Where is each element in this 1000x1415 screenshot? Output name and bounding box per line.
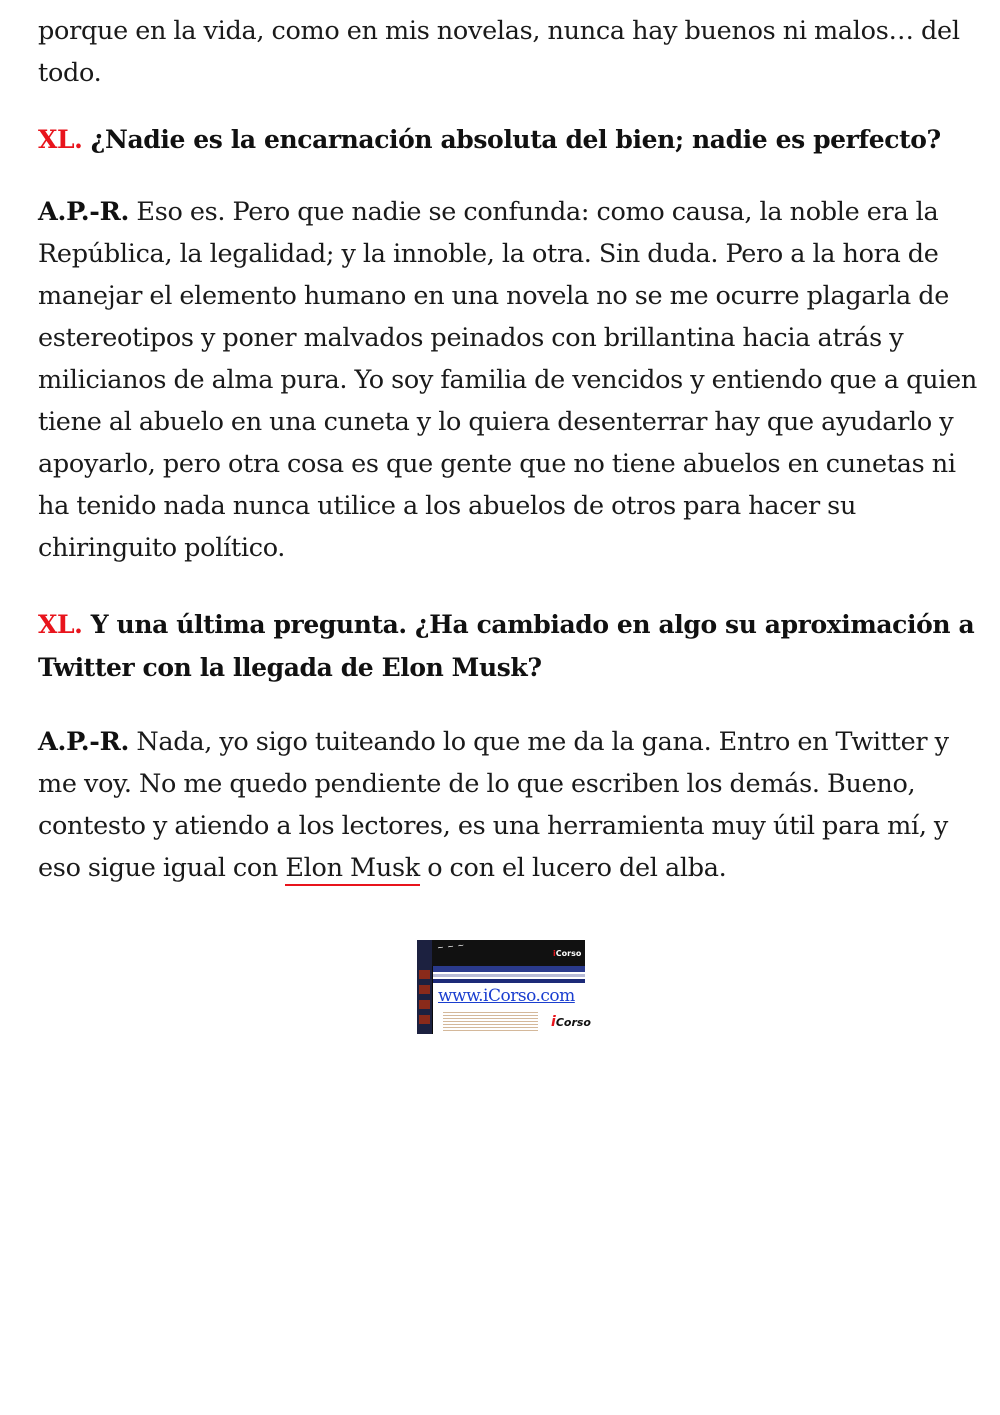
- banner-nav-bar: [433, 979, 585, 983]
- question-1: [38, 118, 988, 161]
- answer-2-text: Nada, yo sigo tuiteando lo que me da la gana. Entro en Twitter y me voy. No me quedo pendiente de lo que escriben los demás. Bueno, contesto y atiendo a los lectores, es una herramienta muy útil para mí, y eso sigue igual con: [38, 727, 949, 883]
- sidebar-thumbnail: [419, 985, 430, 994]
- question-1-text: ¿Nadie es la encarnación absoluta del bien; nadie es perfecto?: [90, 125, 941, 154]
- banner-text-lines: [443, 1012, 538, 1032]
- answer-2: [38, 721, 988, 889]
- sidebar-thumbnail: [419, 1015, 430, 1024]
- banner-url: www.iCorso.com: [438, 986, 575, 1006]
- question-2: [38, 603, 988, 689]
- interviewer-tag: XL.: [38, 610, 83, 639]
- answer-2-tail: o con el lucero del alba.: [419, 853, 727, 883]
- banner-header: [417, 940, 585, 966]
- banner-logo: iCorso: [551, 1014, 591, 1030]
- sidebar-thumbnail: [419, 970, 430, 979]
- intro-paragraph: porque en la vida, como en mis novelas, nunca hay buenos ni malos… del todo.: [38, 16, 960, 88]
- sidebar-thumbnail: [419, 1000, 430, 1009]
- icorso-banner-image[interactable]: [417, 940, 591, 1034]
- banner-small-logo: iCorso: [553, 949, 582, 958]
- question-2-text: Y una última pregunta. ¿Ha cambiado en algo su aproximación a Twitter con la llegada de Elon Musk?: [38, 610, 975, 682]
- answer-1: [38, 191, 988, 569]
- banner-nav-bar: [433, 966, 585, 972]
- banner-nav-bar: [433, 974, 585, 977]
- banner-page: [433, 966, 591, 1034]
- banner-header-artwork: ~ ~ ~: [436, 940, 466, 953]
- article-body: [38, 10, 988, 889]
- interviewer-tag: XL.: [38, 125, 83, 154]
- respondent-tag: A.P.-R.: [38, 197, 130, 227]
- elon-musk-link[interactable]: Elon Musk: [285, 853, 420, 886]
- answer-1-text: Eso es. Pero que nadie se confunda: como causa, la noble era la República, la legalidad; y la innoble, la otra. Sin duda. Pero a la hora de manejar el elemento humano en una novela no se me ocurre plagarla de estereotipos y poner malvados peinados con brillantina hacia atrás y milicianos de alma pura. Yo soy familia de vencidos y entiendo que a quien tiene al abuelo en una cuneta y lo quiera desenterrar hay que ayudarlo y apoyarlo, pero otra cosa es que gente que no tiene abuelos en cunetas ni ha tenido nada nunca utilice a los abuelos de otros para hacer su chiringuito político.: [38, 197, 978, 563]
- banner-sidebar: [417, 940, 432, 1034]
- respondent-tag: A.P.-R.: [38, 727, 130, 757]
